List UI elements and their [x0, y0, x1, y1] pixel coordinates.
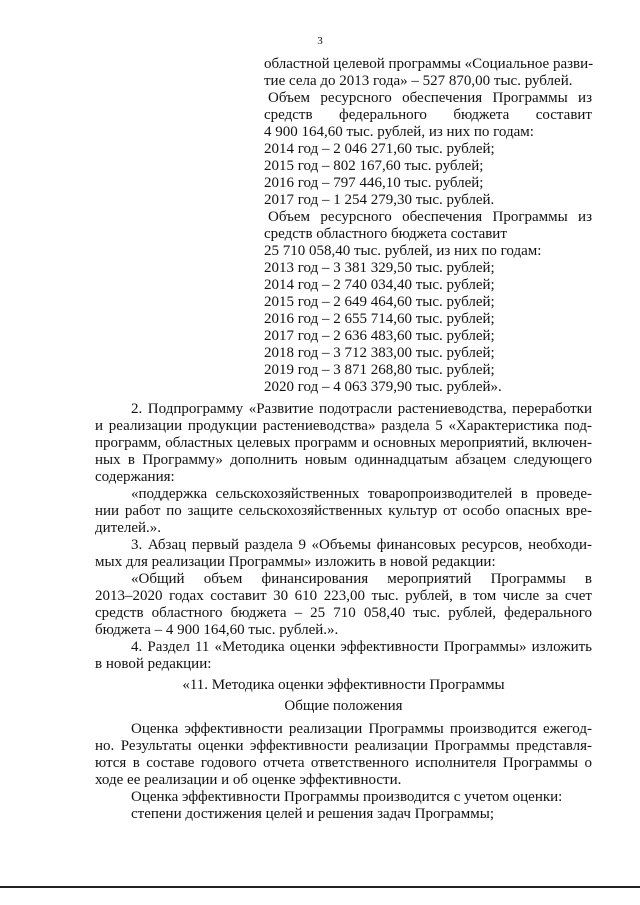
text-line: «Общий объем финансирования мероприятий Программы в [131, 571, 592, 587]
text-line: бюджета – 4 900 164,60 тыс. рублей.». [95, 622, 339, 638]
text-line: «поддержка сельскохозяйственных товаропроизводителей в проведе- [131, 486, 592, 502]
text-line: 2017 год – 2 636 483,60 тыс. рублей; [264, 328, 495, 344]
bottom-rule [0, 886, 640, 888]
text-line: 2014 год – 2 740 034,40 тыс. рублей; [264, 277, 495, 293]
text-line: 2020 год – 4 063 379,90 тыс. рублей». [264, 379, 502, 395]
page-number: 3 [317, 35, 323, 47]
text-line: средств областного бюджета составит [264, 226, 507, 242]
text-line: нии работ по защите сельскохозяйственных культур от особо опасных вре- [95, 503, 592, 519]
text-line: 2017 год – 1 254 279,30 тыс. рублей. [264, 192, 495, 208]
text-line: 25 710 058,40 тыс. рублей, из них по годам: [264, 243, 542, 259]
text-line: 2015 год – 2 649 464,60 тыс. рублей; [264, 294, 495, 310]
text-line: ются в составе годового отчета ответственного исполнителя Программы о [95, 755, 592, 771]
text-line: 2018 год – 3 712 383,00 тыс. рублей; [264, 345, 495, 361]
text-line: в новой редакции: [95, 656, 212, 672]
text-line: Оценка эффективности Программы производится с учетом оценки: [131, 789, 563, 805]
text-line: 4. Раздел 11 «Методика оценки эффективности Программы» изложить [131, 639, 592, 655]
text-line: ходе ее реализации и об оценке эффективности. [95, 772, 402, 788]
text-line: 2013–2020 годах составит 30 610 223,00 тыс. рублей, в том числе за счет [95, 588, 592, 604]
text-line: средств федерального бюджета составит [264, 107, 592, 123]
text-line: тие села до 2013 года» – 527 870,00 тыс. рублей. [264, 73, 573, 89]
text-line: 3. Абзац первый раздела 9 «Объемы финансовых ресурсов, необходи- [131, 537, 592, 553]
text-line: 2014 год – 2 046 271,60 тыс. рублей; [264, 141, 495, 157]
text-line: и реализации продукции растениеводства» раздела 5 «Характеристика под- [95, 418, 592, 434]
subsection-heading: Общие положения [284, 698, 403, 714]
text-line: Оценка эффективности реализации Программы производится ежегод- [131, 721, 592, 737]
text-line: 2016 год – 2 655 714,60 тыс. рублей; [264, 311, 495, 327]
text-line: содержания: [95, 469, 175, 485]
text-line: мых для реализации Программы» изложить в новой редакции: [95, 554, 496, 570]
text-line: дителей.». [95, 520, 162, 536]
section-heading: «11. Методика оценки эффективности Программы [182, 677, 505, 693]
text-line: 2019 год – 3 871 268,80 тыс. рублей; [264, 362, 495, 378]
text-line: 2013 год – 3 381 329,50 тыс. рублей; [264, 260, 495, 276]
text-line: ных в Программу» дополнить новым одиннадцатым абзацем следующего [95, 452, 592, 468]
text-line: 2015 год – 802 167,60 тыс. рублей; [264, 158, 484, 174]
text-line: но. Результаты оценки эффективности реализации Программы представля- [95, 738, 592, 754]
text-line: Объем ресурсного обеспечения Программы из [268, 90, 592, 106]
text-line: областной целевой программы «Социальное разви- [264, 56, 594, 72]
text-line: средств областного бюджета – 25 710 058,40 тыс. рублей, федерального [95, 605, 592, 621]
text-line: 2. Подпрограмму «Развитие подотрасли растениеводства, переработки [131, 401, 592, 417]
text-line: Объем ресурсного обеспечения Программы из [268, 209, 592, 225]
text-line: степени достижения целей и решения задач Программы; [131, 806, 495, 822]
text-line: программ, областных целевых программ и основных мероприятий, включен- [95, 435, 592, 451]
text-line: 2016 год – 797 446,10 тыс. рублей; [264, 175, 484, 191]
text-line: 4 900 164,60 тыс. рублей, из них по годам: [264, 124, 534, 140]
